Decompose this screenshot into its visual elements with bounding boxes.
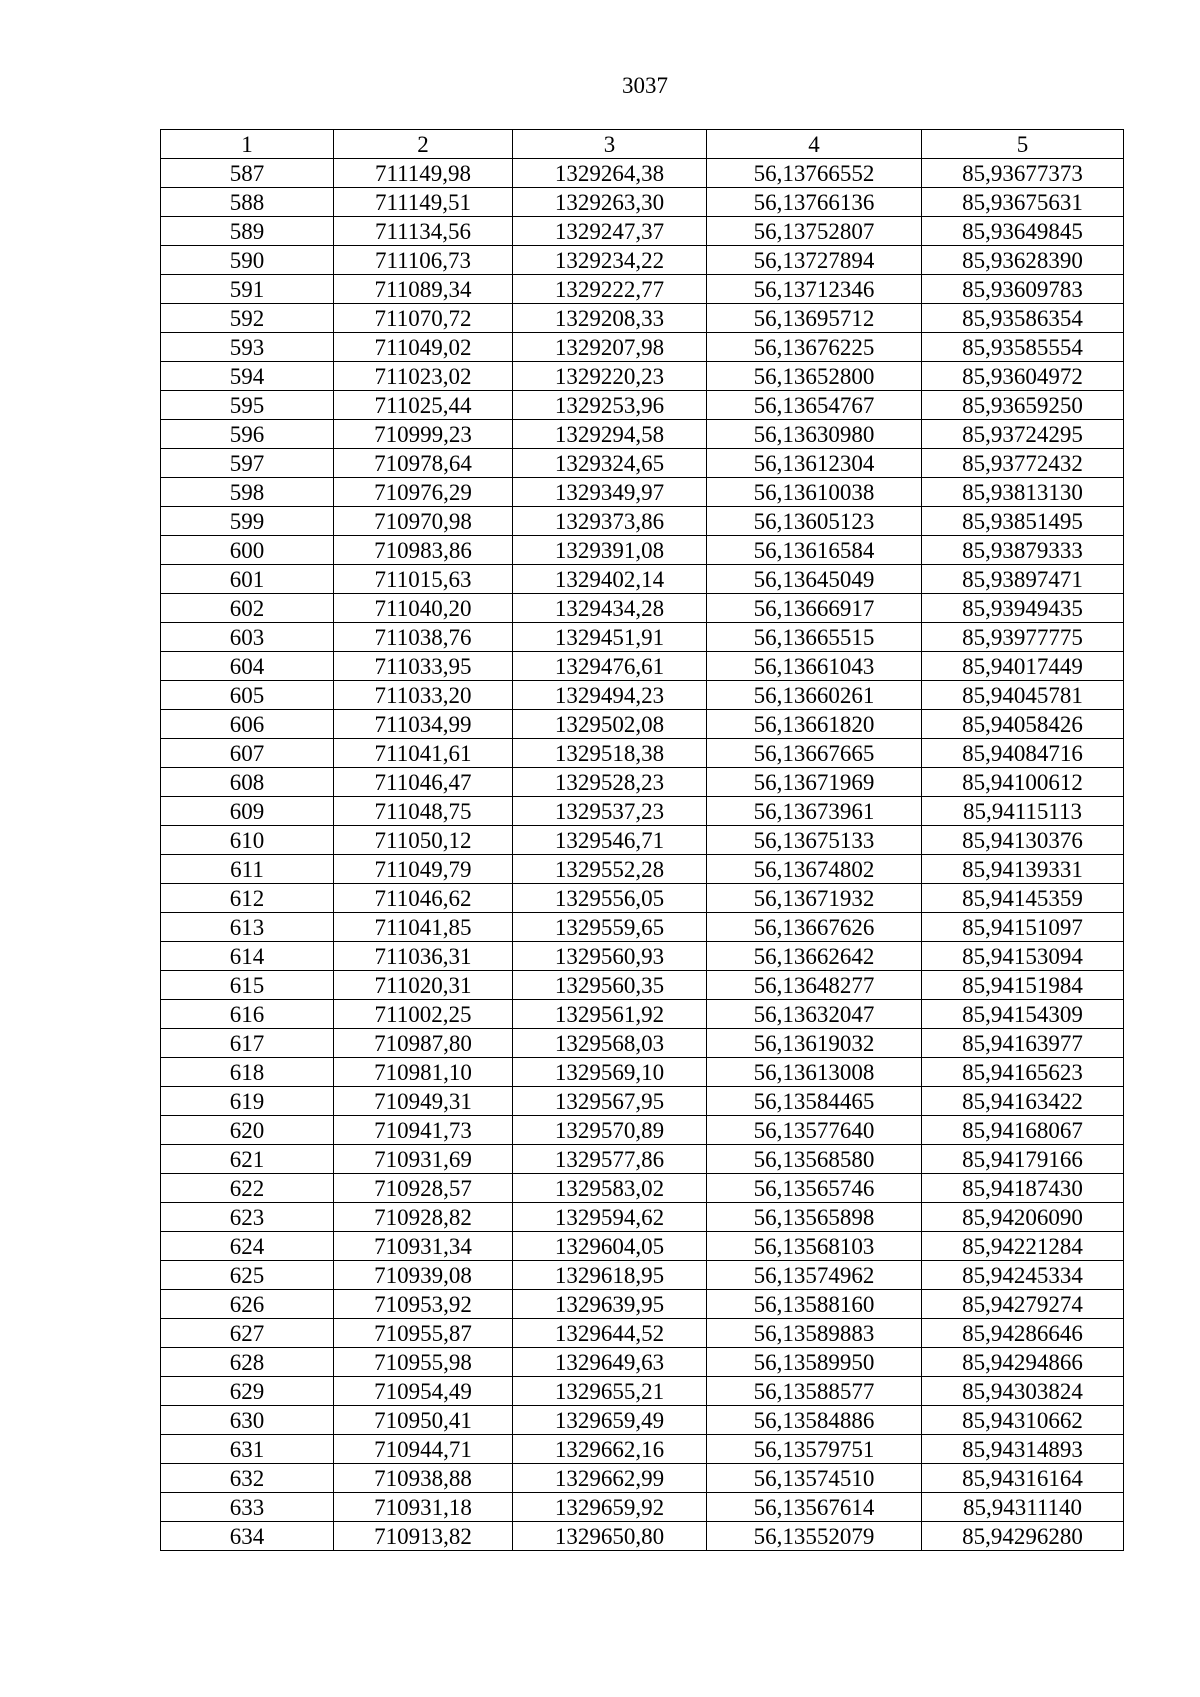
latitude-cell: 56,13645049 bbox=[707, 565, 922, 594]
point-number-cell: 603 bbox=[161, 623, 334, 652]
table-row bbox=[161, 1406, 1124, 1435]
x-coordinate-cell: 710987,80 bbox=[334, 1029, 513, 1058]
x-coordinate-cell: 710978,64 bbox=[334, 449, 513, 478]
y-coordinate-cell: 1329568,03 bbox=[513, 1029, 707, 1058]
x-coordinate-cell: 711020,31 bbox=[334, 971, 513, 1000]
x-coordinate-cell: 710976,29 bbox=[334, 478, 513, 507]
x-coordinate-cell: 710931,34 bbox=[334, 1232, 513, 1261]
y-coordinate-cell: 1329373,86 bbox=[513, 507, 707, 536]
latitude-cell: 56,13671932 bbox=[707, 884, 922, 913]
latitude-cell: 56,13667626 bbox=[707, 913, 922, 942]
latitude-cell: 56,13574962 bbox=[707, 1261, 922, 1290]
longitude-cell: 85,94245334 bbox=[922, 1261, 1124, 1290]
point-number-cell: 613 bbox=[161, 913, 334, 942]
table-row bbox=[161, 1522, 1124, 1551]
longitude-cell: 85,94168067 bbox=[922, 1116, 1124, 1145]
table-row bbox=[161, 478, 1124, 507]
y-coordinate-cell: 1329518,38 bbox=[513, 739, 707, 768]
table-row bbox=[161, 420, 1124, 449]
x-coordinate-cell: 710949,31 bbox=[334, 1087, 513, 1116]
y-coordinate-cell: 1329649,63 bbox=[513, 1348, 707, 1377]
point-number-cell: 617 bbox=[161, 1029, 334, 1058]
latitude-cell: 56,13565898 bbox=[707, 1203, 922, 1232]
latitude-cell: 56,13674802 bbox=[707, 855, 922, 884]
longitude-cell: 85,94163977 bbox=[922, 1029, 1124, 1058]
x-coordinate-cell: 711040,20 bbox=[334, 594, 513, 623]
page-number: 3037 bbox=[622, 73, 668, 98]
column-header: 3 bbox=[513, 130, 707, 159]
x-coordinate-cell: 711134,56 bbox=[334, 217, 513, 246]
latitude-cell: 56,13666917 bbox=[707, 594, 922, 623]
longitude-cell: 85,94316164 bbox=[922, 1464, 1124, 1493]
x-coordinate-cell: 711089,34 bbox=[334, 275, 513, 304]
table-row bbox=[161, 1203, 1124, 1232]
latitude-cell: 56,13675133 bbox=[707, 826, 922, 855]
latitude-cell: 56,13676225 bbox=[707, 333, 922, 362]
y-coordinate-cell: 1329451,91 bbox=[513, 623, 707, 652]
y-coordinate-cell: 1329583,02 bbox=[513, 1174, 707, 1203]
latitude-cell: 56,13567614 bbox=[707, 1493, 922, 1522]
table-row bbox=[161, 362, 1124, 391]
longitude-cell: 85,93977775 bbox=[922, 623, 1124, 652]
longitude-cell: 85,93586354 bbox=[922, 304, 1124, 333]
x-coordinate-cell: 711149,51 bbox=[334, 188, 513, 217]
point-number-cell: 610 bbox=[161, 826, 334, 855]
y-coordinate-cell: 1329560,93 bbox=[513, 942, 707, 971]
point-number-cell: 627 bbox=[161, 1319, 334, 1348]
longitude-cell: 85,94130376 bbox=[922, 826, 1124, 855]
longitude-cell: 85,93675631 bbox=[922, 188, 1124, 217]
x-coordinate-cell: 711106,73 bbox=[334, 246, 513, 275]
longitude-cell: 85,93628390 bbox=[922, 246, 1124, 275]
x-coordinate-cell: 711034,99 bbox=[334, 710, 513, 739]
x-coordinate-cell: 711046,62 bbox=[334, 884, 513, 913]
point-number-cell: 618 bbox=[161, 1058, 334, 1087]
point-number-cell: 596 bbox=[161, 420, 334, 449]
longitude-cell: 85,94058426 bbox=[922, 710, 1124, 739]
point-number-cell: 616 bbox=[161, 1000, 334, 1029]
latitude-cell: 56,13727894 bbox=[707, 246, 922, 275]
point-number-cell: 598 bbox=[161, 478, 334, 507]
x-coordinate-cell: 711049,79 bbox=[334, 855, 513, 884]
point-number-cell: 630 bbox=[161, 1406, 334, 1435]
y-coordinate-cell: 1329502,08 bbox=[513, 710, 707, 739]
y-coordinate-cell: 1329556,05 bbox=[513, 884, 707, 913]
table-row bbox=[161, 1435, 1124, 1464]
longitude-cell: 85,94310662 bbox=[922, 1406, 1124, 1435]
longitude-cell: 85,94163422 bbox=[922, 1087, 1124, 1116]
x-coordinate-cell: 711041,85 bbox=[334, 913, 513, 942]
latitude-cell: 56,13673961 bbox=[707, 797, 922, 826]
table-row bbox=[161, 797, 1124, 826]
longitude-cell: 85,94206090 bbox=[922, 1203, 1124, 1232]
x-coordinate-cell: 711002,25 bbox=[334, 1000, 513, 1029]
y-coordinate-cell: 1329659,92 bbox=[513, 1493, 707, 1522]
latitude-cell: 56,13552079 bbox=[707, 1522, 922, 1551]
x-coordinate-cell: 710939,08 bbox=[334, 1261, 513, 1290]
longitude-cell: 85,94115113 bbox=[922, 797, 1124, 826]
table-row bbox=[161, 449, 1124, 478]
x-coordinate-cell: 710944,71 bbox=[334, 1435, 513, 1464]
point-number-cell: 624 bbox=[161, 1232, 334, 1261]
table-row bbox=[161, 1290, 1124, 1319]
y-coordinate-cell: 1329569,10 bbox=[513, 1058, 707, 1087]
y-coordinate-cell: 1329294,58 bbox=[513, 420, 707, 449]
latitude-cell: 56,13588577 bbox=[707, 1377, 922, 1406]
x-coordinate-cell: 711149,98 bbox=[334, 159, 513, 188]
table-row bbox=[161, 536, 1124, 565]
x-coordinate-cell: 710953,92 bbox=[334, 1290, 513, 1319]
longitude-cell: 85,93604972 bbox=[922, 362, 1124, 391]
latitude-cell: 56,13584465 bbox=[707, 1087, 922, 1116]
longitude-cell: 85,93649845 bbox=[922, 217, 1124, 246]
y-coordinate-cell: 1329494,23 bbox=[513, 681, 707, 710]
longitude-cell: 85,94187430 bbox=[922, 1174, 1124, 1203]
x-coordinate-cell: 710938,88 bbox=[334, 1464, 513, 1493]
y-coordinate-cell: 1329263,30 bbox=[513, 188, 707, 217]
longitude-cell: 85,94045781 bbox=[922, 681, 1124, 710]
latitude-cell: 56,13671969 bbox=[707, 768, 922, 797]
latitude-cell: 56,13712346 bbox=[707, 275, 922, 304]
point-number-cell: 601 bbox=[161, 565, 334, 594]
x-coordinate-cell: 710931,18 bbox=[334, 1493, 513, 1522]
table-row bbox=[161, 1377, 1124, 1406]
y-coordinate-cell: 1329594,62 bbox=[513, 1203, 707, 1232]
longitude-cell: 85,93724295 bbox=[922, 420, 1124, 449]
table-row bbox=[161, 1232, 1124, 1261]
x-coordinate-cell: 711070,72 bbox=[334, 304, 513, 333]
table-row bbox=[161, 768, 1124, 797]
table-row bbox=[161, 971, 1124, 1000]
longitude-cell: 85,94139331 bbox=[922, 855, 1124, 884]
latitude-cell: 56,13648277 bbox=[707, 971, 922, 1000]
table-row bbox=[161, 913, 1124, 942]
point-number-cell: 629 bbox=[161, 1377, 334, 1406]
longitude-cell: 85,94221284 bbox=[922, 1232, 1124, 1261]
x-coordinate-cell: 710970,98 bbox=[334, 507, 513, 536]
y-coordinate-cell: 1329570,89 bbox=[513, 1116, 707, 1145]
x-coordinate-cell: 710941,73 bbox=[334, 1116, 513, 1145]
column-header: 1 bbox=[161, 130, 334, 159]
point-number-cell: 623 bbox=[161, 1203, 334, 1232]
point-number-cell: 591 bbox=[161, 275, 334, 304]
x-coordinate-cell: 711033,95 bbox=[334, 652, 513, 681]
longitude-cell: 85,94153094 bbox=[922, 942, 1124, 971]
y-coordinate-cell: 1329662,99 bbox=[513, 1464, 707, 1493]
x-coordinate-cell: 711048,75 bbox=[334, 797, 513, 826]
point-number-cell: 633 bbox=[161, 1493, 334, 1522]
latitude-cell: 56,13605123 bbox=[707, 507, 922, 536]
longitude-cell: 85,94084716 bbox=[922, 739, 1124, 768]
point-number-cell: 595 bbox=[161, 391, 334, 420]
table-row bbox=[161, 565, 1124, 594]
table-row bbox=[161, 1000, 1124, 1029]
longitude-cell: 85,94151097 bbox=[922, 913, 1124, 942]
longitude-cell: 85,93609783 bbox=[922, 275, 1124, 304]
table-row bbox=[161, 826, 1124, 855]
coordinates-table bbox=[160, 129, 1124, 1551]
x-coordinate-cell: 710981,10 bbox=[334, 1058, 513, 1087]
x-coordinate-cell: 711023,02 bbox=[334, 362, 513, 391]
point-number-cell: 634 bbox=[161, 1522, 334, 1551]
latitude-cell: 56,13662642 bbox=[707, 942, 922, 971]
table-row bbox=[161, 681, 1124, 710]
x-coordinate-cell: 711015,63 bbox=[334, 565, 513, 594]
table-row bbox=[161, 188, 1124, 217]
y-coordinate-cell: 1329434,28 bbox=[513, 594, 707, 623]
latitude-cell: 56,13654767 bbox=[707, 391, 922, 420]
longitude-cell: 85,93897471 bbox=[922, 565, 1124, 594]
y-coordinate-cell: 1329528,23 bbox=[513, 768, 707, 797]
longitude-cell: 85,94165623 bbox=[922, 1058, 1124, 1087]
latitude-cell: 56,13568580 bbox=[707, 1145, 922, 1174]
point-number-cell: 619 bbox=[161, 1087, 334, 1116]
y-coordinate-cell: 1329220,23 bbox=[513, 362, 707, 391]
point-number-cell: 625 bbox=[161, 1261, 334, 1290]
x-coordinate-cell: 710954,49 bbox=[334, 1377, 513, 1406]
table-row bbox=[161, 1174, 1124, 1203]
longitude-cell: 85,93772432 bbox=[922, 449, 1124, 478]
y-coordinate-cell: 1329476,61 bbox=[513, 652, 707, 681]
longitude-cell: 85,94294866 bbox=[922, 1348, 1124, 1377]
point-number-cell: 609 bbox=[161, 797, 334, 826]
table-row bbox=[161, 594, 1124, 623]
longitude-cell: 85,93949435 bbox=[922, 594, 1124, 623]
table-row bbox=[161, 333, 1124, 362]
latitude-cell: 56,13610038 bbox=[707, 478, 922, 507]
x-coordinate-cell: 711036,31 bbox=[334, 942, 513, 971]
point-number-cell: 626 bbox=[161, 1290, 334, 1319]
y-coordinate-cell: 1329577,86 bbox=[513, 1145, 707, 1174]
latitude-cell: 56,13613008 bbox=[707, 1058, 922, 1087]
y-coordinate-cell: 1329391,08 bbox=[513, 536, 707, 565]
latitude-cell: 56,13579751 bbox=[707, 1435, 922, 1464]
point-number-cell: 590 bbox=[161, 246, 334, 275]
longitude-cell: 85,93813130 bbox=[922, 478, 1124, 507]
longitude-cell: 85,94303824 bbox=[922, 1377, 1124, 1406]
y-coordinate-cell: 1329618,95 bbox=[513, 1261, 707, 1290]
longitude-cell: 85,93585554 bbox=[922, 333, 1124, 362]
longitude-cell: 85,94179166 bbox=[922, 1145, 1124, 1174]
table-row bbox=[161, 884, 1124, 913]
longitude-cell: 85,94314893 bbox=[922, 1435, 1124, 1464]
latitude-cell: 56,13695712 bbox=[707, 304, 922, 333]
column-header: 4 bbox=[707, 130, 922, 159]
y-coordinate-cell: 1329208,33 bbox=[513, 304, 707, 333]
table-row bbox=[161, 507, 1124, 536]
latitude-cell: 56,13752807 bbox=[707, 217, 922, 246]
point-number-cell: 631 bbox=[161, 1435, 334, 1464]
latitude-cell: 56,13577640 bbox=[707, 1116, 922, 1145]
x-coordinate-cell: 710983,86 bbox=[334, 536, 513, 565]
table-row bbox=[161, 942, 1124, 971]
y-coordinate-cell: 1329264,38 bbox=[513, 159, 707, 188]
x-coordinate-cell: 711025,44 bbox=[334, 391, 513, 420]
y-coordinate-cell: 1329644,52 bbox=[513, 1319, 707, 1348]
x-coordinate-cell: 710950,41 bbox=[334, 1406, 513, 1435]
longitude-cell: 85,94154309 bbox=[922, 1000, 1124, 1029]
latitude-cell: 56,13588160 bbox=[707, 1290, 922, 1319]
point-number-cell: 587 bbox=[161, 159, 334, 188]
y-coordinate-cell: 1329324,65 bbox=[513, 449, 707, 478]
x-coordinate-cell: 711049,02 bbox=[334, 333, 513, 362]
latitude-cell: 56,13568103 bbox=[707, 1232, 922, 1261]
point-number-cell: 607 bbox=[161, 739, 334, 768]
latitude-cell: 56,13589950 bbox=[707, 1348, 922, 1377]
y-coordinate-cell: 1329561,92 bbox=[513, 1000, 707, 1029]
y-coordinate-cell: 1329234,22 bbox=[513, 246, 707, 275]
longitude-cell: 85,94296280 bbox=[922, 1522, 1124, 1551]
table-row bbox=[161, 1087, 1124, 1116]
table-row bbox=[161, 1116, 1124, 1145]
point-number-cell: 602 bbox=[161, 594, 334, 623]
y-coordinate-cell: 1329639,95 bbox=[513, 1290, 707, 1319]
longitude-cell: 85,94100612 bbox=[922, 768, 1124, 797]
point-number-cell: 620 bbox=[161, 1116, 334, 1145]
x-coordinate-cell: 710931,69 bbox=[334, 1145, 513, 1174]
point-number-cell: 589 bbox=[161, 217, 334, 246]
latitude-cell: 56,13766136 bbox=[707, 188, 922, 217]
table-row bbox=[161, 246, 1124, 275]
y-coordinate-cell: 1329659,49 bbox=[513, 1406, 707, 1435]
table-body bbox=[161, 159, 1124, 1551]
x-coordinate-cell: 710928,82 bbox=[334, 1203, 513, 1232]
table-row bbox=[161, 1145, 1124, 1174]
table-row bbox=[161, 159, 1124, 188]
x-coordinate-cell: 710913,82 bbox=[334, 1522, 513, 1551]
longitude-cell: 85,94151984 bbox=[922, 971, 1124, 1000]
table-row bbox=[161, 1319, 1124, 1348]
point-number-cell: 612 bbox=[161, 884, 334, 913]
latitude-cell: 56,13660261 bbox=[707, 681, 922, 710]
latitude-cell: 56,13766552 bbox=[707, 159, 922, 188]
longitude-cell: 85,93851495 bbox=[922, 507, 1124, 536]
point-number-cell: 621 bbox=[161, 1145, 334, 1174]
table-row bbox=[161, 1058, 1124, 1087]
latitude-cell: 56,13584886 bbox=[707, 1406, 922, 1435]
table-row bbox=[161, 739, 1124, 768]
table-row bbox=[161, 391, 1124, 420]
x-coordinate-cell: 710955,98 bbox=[334, 1348, 513, 1377]
y-coordinate-cell: 1329567,95 bbox=[513, 1087, 707, 1116]
table-row bbox=[161, 1493, 1124, 1522]
latitude-cell: 56,13630980 bbox=[707, 420, 922, 449]
y-coordinate-cell: 1329604,05 bbox=[513, 1232, 707, 1261]
point-number-cell: 594 bbox=[161, 362, 334, 391]
latitude-cell: 56,13619032 bbox=[707, 1029, 922, 1058]
table-row bbox=[161, 623, 1124, 652]
latitude-cell: 56,13589883 bbox=[707, 1319, 922, 1348]
y-coordinate-cell: 1329655,21 bbox=[513, 1377, 707, 1406]
point-number-cell: 600 bbox=[161, 536, 334, 565]
longitude-cell: 85,94311140 bbox=[922, 1493, 1124, 1522]
latitude-cell: 56,13652800 bbox=[707, 362, 922, 391]
column-header: 5 bbox=[922, 130, 1124, 159]
point-number-cell: 611 bbox=[161, 855, 334, 884]
point-number-cell: 605 bbox=[161, 681, 334, 710]
point-number-cell: 588 bbox=[161, 188, 334, 217]
x-coordinate-cell: 711041,61 bbox=[334, 739, 513, 768]
longitude-cell: 85,94286646 bbox=[922, 1319, 1124, 1348]
y-coordinate-cell: 1329537,23 bbox=[513, 797, 707, 826]
table-row bbox=[161, 652, 1124, 681]
latitude-cell: 56,13665515 bbox=[707, 623, 922, 652]
x-coordinate-cell: 711033,20 bbox=[334, 681, 513, 710]
latitude-cell: 56,13565746 bbox=[707, 1174, 922, 1203]
y-coordinate-cell: 1329559,65 bbox=[513, 913, 707, 942]
y-coordinate-cell: 1329207,98 bbox=[513, 333, 707, 362]
column-header: 2 bbox=[334, 130, 513, 159]
longitude-cell: 85,93677373 bbox=[922, 159, 1124, 188]
x-coordinate-cell: 710999,23 bbox=[334, 420, 513, 449]
y-coordinate-cell: 1329402,14 bbox=[513, 565, 707, 594]
latitude-cell: 56,13632047 bbox=[707, 1000, 922, 1029]
x-coordinate-cell: 710955,87 bbox=[334, 1319, 513, 1348]
point-number-cell: 606 bbox=[161, 710, 334, 739]
table-row bbox=[161, 710, 1124, 739]
longitude-cell: 85,93659250 bbox=[922, 391, 1124, 420]
point-number-cell: 608 bbox=[161, 768, 334, 797]
latitude-cell: 56,13667665 bbox=[707, 739, 922, 768]
point-number-cell: 593 bbox=[161, 333, 334, 362]
longitude-cell: 85,93879333 bbox=[922, 536, 1124, 565]
point-number-cell: 614 bbox=[161, 942, 334, 971]
y-coordinate-cell: 1329546,71 bbox=[513, 826, 707, 855]
point-number-cell: 622 bbox=[161, 1174, 334, 1203]
table-row bbox=[161, 1464, 1124, 1493]
point-number-cell: 632 bbox=[161, 1464, 334, 1493]
point-number-cell: 604 bbox=[161, 652, 334, 681]
table-header bbox=[161, 130, 1124, 159]
y-coordinate-cell: 1329247,37 bbox=[513, 217, 707, 246]
point-number-cell: 615 bbox=[161, 971, 334, 1000]
y-coordinate-cell: 1329650,80 bbox=[513, 1522, 707, 1551]
table-row bbox=[161, 1261, 1124, 1290]
y-coordinate-cell: 1329662,16 bbox=[513, 1435, 707, 1464]
longitude-cell: 85,94017449 bbox=[922, 652, 1124, 681]
latitude-cell: 56,13616584 bbox=[707, 536, 922, 565]
point-number-cell: 628 bbox=[161, 1348, 334, 1377]
table-row bbox=[161, 855, 1124, 884]
table-row bbox=[161, 304, 1124, 333]
point-number-cell: 599 bbox=[161, 507, 334, 536]
point-number-cell: 592 bbox=[161, 304, 334, 333]
y-coordinate-cell: 1329253,96 bbox=[513, 391, 707, 420]
table-row bbox=[161, 275, 1124, 304]
table-row bbox=[161, 217, 1124, 246]
table-row bbox=[161, 1348, 1124, 1377]
longitude-cell: 85,94279274 bbox=[922, 1290, 1124, 1319]
header-row bbox=[161, 130, 1124, 159]
y-coordinate-cell: 1329552,28 bbox=[513, 855, 707, 884]
y-coordinate-cell: 1329560,35 bbox=[513, 971, 707, 1000]
y-coordinate-cell: 1329222,77 bbox=[513, 275, 707, 304]
y-coordinate-cell: 1329349,97 bbox=[513, 478, 707, 507]
x-coordinate-cell: 710928,57 bbox=[334, 1174, 513, 1203]
latitude-cell: 56,13612304 bbox=[707, 449, 922, 478]
x-coordinate-cell: 711046,47 bbox=[334, 768, 513, 797]
x-coordinate-cell: 711050,12 bbox=[334, 826, 513, 855]
latitude-cell: 56,13661820 bbox=[707, 710, 922, 739]
latitude-cell: 56,13574510 bbox=[707, 1464, 922, 1493]
latitude-cell: 56,13661043 bbox=[707, 652, 922, 681]
table-row bbox=[161, 1029, 1124, 1058]
point-number-cell: 597 bbox=[161, 449, 334, 478]
x-coordinate-cell: 711038,76 bbox=[334, 623, 513, 652]
longitude-cell: 85,94145359 bbox=[922, 884, 1124, 913]
